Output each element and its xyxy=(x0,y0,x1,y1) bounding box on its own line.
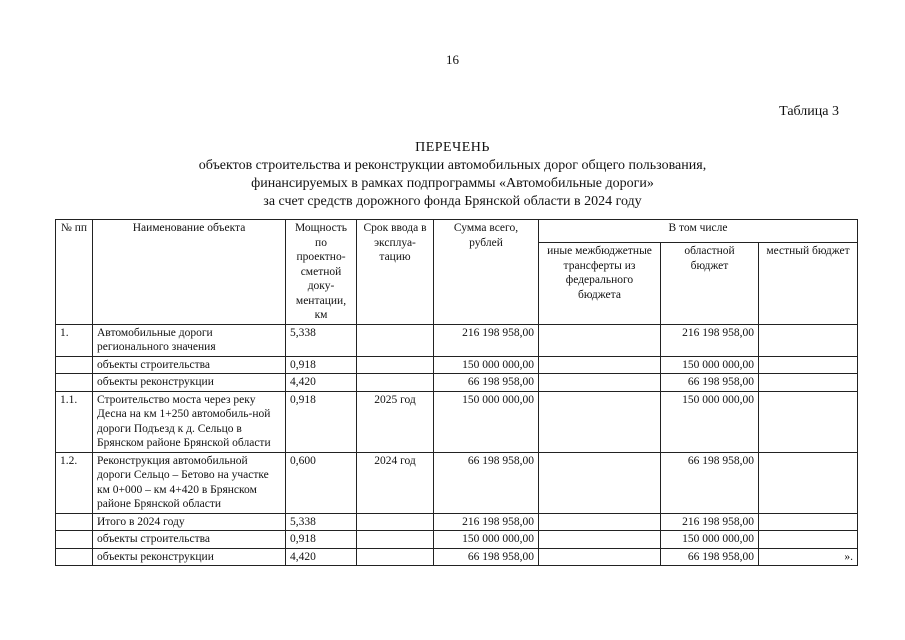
cell-federal xyxy=(539,374,661,392)
header-sum: Сумма всего, рублей xyxy=(434,220,539,325)
cell-sum: 216 198 958,00 xyxy=(434,324,539,356)
document-heading xyxy=(0,139,905,211)
header-regional: областной бюджет xyxy=(661,243,759,324)
cell-local xyxy=(759,531,858,549)
cell-term xyxy=(357,531,434,549)
cell-name: Автомобильные дороги регионального значения xyxy=(93,324,286,356)
header-local: местный бюджет xyxy=(759,243,858,324)
header-name: Наименование объекта xyxy=(93,220,286,325)
cell-term xyxy=(357,513,434,531)
cell-federal xyxy=(539,531,661,549)
cell-term xyxy=(357,548,434,566)
cell-regional: 66 198 958,00 xyxy=(661,548,759,566)
cell-name: Реконструкция автомобильной дороги Сельцо – Бетово на участке км 0+000 – км 4+420 в Брянском районе Брянской области xyxy=(93,452,286,513)
cell-local xyxy=(759,391,858,452)
table-row xyxy=(56,452,858,513)
cell-term xyxy=(357,324,434,356)
cell-name: Строительство моста через реку Десна на км 1+250 автомобиль-ной дороги Подъезд к д. Сельцо в Брянском районе Брянской области xyxy=(93,391,286,452)
cell-regional: 150 000 000,00 xyxy=(661,531,759,549)
cell-federal xyxy=(539,548,661,566)
table-row xyxy=(56,374,858,392)
cell-name: объекты реконструкции xyxy=(93,548,286,566)
cell-sum: 150 000 000,00 xyxy=(434,531,539,549)
cell-num xyxy=(56,356,93,374)
cell-capacity: 5,338 xyxy=(286,513,357,531)
cell-sum: 66 198 958,00 xyxy=(434,374,539,392)
cell-capacity: 4,420 xyxy=(286,374,357,392)
cell-term xyxy=(357,374,434,392)
subtitle-line: объектов строительства и реконструкции автомобильных дорог общего пользования, xyxy=(198,158,707,173)
subtitle-line: за счет средств дорожного фонда Брянской области в 2024 году xyxy=(263,194,642,209)
cell-local xyxy=(759,324,858,356)
cell-local xyxy=(759,356,858,374)
cell-federal xyxy=(539,452,661,513)
cell-regional: 216 198 958,00 xyxy=(661,513,759,531)
table-row xyxy=(56,356,858,374)
cell-regional: 150 000 000,00 xyxy=(661,391,759,452)
cell-capacity: 0,918 xyxy=(286,531,357,549)
cell-federal xyxy=(539,513,661,531)
header-including: В том числе xyxy=(539,220,858,243)
header-num: № пп xyxy=(56,220,93,325)
cell-num xyxy=(56,548,93,566)
cell-federal xyxy=(539,391,661,452)
cell-capacity: 0,600 xyxy=(286,452,357,513)
table-row xyxy=(56,548,858,566)
table-row xyxy=(56,324,858,356)
cell-sum: 216 198 958,00 xyxy=(434,513,539,531)
subtitle-line: финансируемых в рамках подпрограммы «Автомобильные дороги» xyxy=(251,176,654,191)
header-capacity: Мощность по проектно-сметной доку-ментации, км xyxy=(286,220,357,325)
cell-num: 1. xyxy=(56,324,93,356)
header-term: Срок ввода в эксплуа-тацию xyxy=(357,220,434,325)
cell-federal xyxy=(539,356,661,374)
cell-num: 1.2. xyxy=(56,452,93,513)
table-row xyxy=(56,391,858,452)
cell-capacity: 5,338 xyxy=(286,324,357,356)
cell-regional: 150 000 000,00 xyxy=(661,356,759,374)
cell-num xyxy=(56,531,93,549)
cell-regional: 66 198 958,00 xyxy=(661,452,759,513)
cell-capacity: 0,918 xyxy=(286,391,357,452)
cell-federal xyxy=(539,324,661,356)
cell-num: 1.1. xyxy=(56,391,93,452)
page-number: 16 xyxy=(446,52,459,67)
table-label: Таблица 3 xyxy=(779,104,839,119)
cell-sum: 150 000 000,00 xyxy=(434,391,539,452)
cell-local: ». xyxy=(759,548,858,566)
cell-sum: 66 198 958,00 xyxy=(434,548,539,566)
cell-regional: 66 198 958,00 xyxy=(661,374,759,392)
cell-name: объекты реконструкции xyxy=(93,374,286,392)
cell-num xyxy=(56,374,93,392)
document-title: ПЕРЕЧЕНЬ xyxy=(415,140,490,155)
cell-term: 2025 год xyxy=(357,391,434,452)
cell-local xyxy=(759,374,858,392)
header-federal: иные межбюджетные трансферты из федерального бюджета xyxy=(539,243,661,324)
cell-local xyxy=(759,452,858,513)
cell-term xyxy=(357,356,434,374)
cell-capacity: 0,918 xyxy=(286,356,357,374)
cell-name: объекты строительства xyxy=(93,531,286,549)
cell-term: 2024 год xyxy=(357,452,434,513)
cell-name: Итого в 2024 году xyxy=(93,513,286,531)
cell-capacity: 4,420 xyxy=(286,548,357,566)
objects-table xyxy=(55,219,858,566)
table-row xyxy=(56,513,858,531)
cell-local xyxy=(759,513,858,531)
cell-num xyxy=(56,513,93,531)
cell-regional: 216 198 958,00 xyxy=(661,324,759,356)
cell-sum: 150 000 000,00 xyxy=(434,356,539,374)
table-row xyxy=(56,531,858,549)
cell-sum: 66 198 958,00 xyxy=(434,452,539,513)
cell-name: объекты строительства xyxy=(93,356,286,374)
